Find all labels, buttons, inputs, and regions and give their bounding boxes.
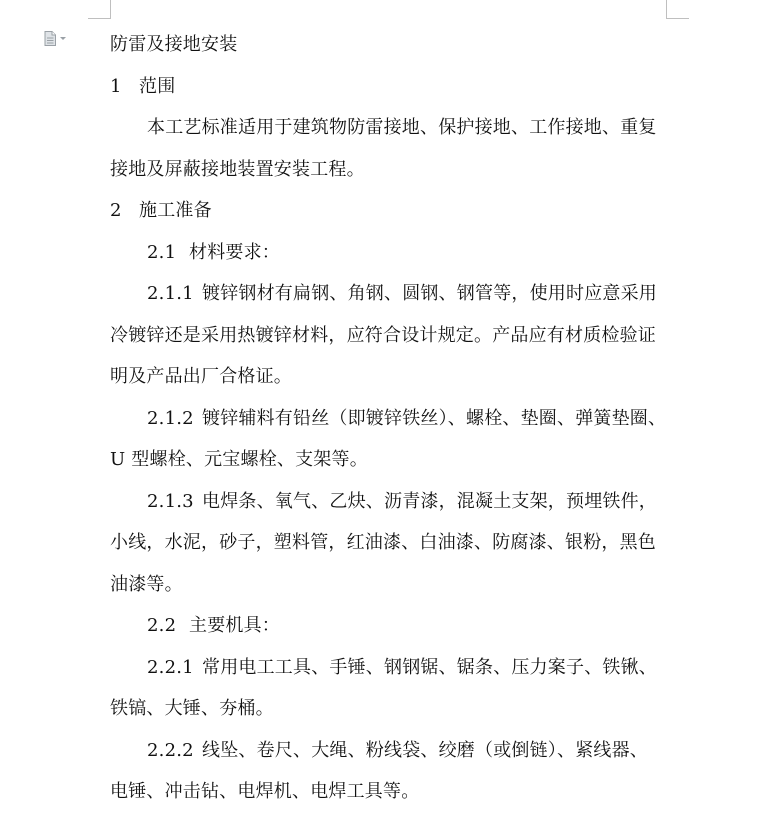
document-body — [110, 24, 666, 813]
paragraph-line: 接地及屏蔽接地装置安装工程。 — [110, 158, 365, 180]
clause-line — [110, 730, 666, 772]
crop-mark-top-right — [666, 0, 689, 19]
section-title: 范围 — [139, 75, 176, 97]
subsection-heading-tools — [110, 605, 666, 647]
clause-number: 2.1.3 — [147, 490, 194, 512]
section-heading-scope — [110, 66, 666, 108]
clause-line — [110, 398, 666, 440]
crop-mark-top-left — [88, 0, 111, 19]
clause-text: 镀锌钢材有扁钢、角钢、圆钢、钢管等，使用时应意采用 — [202, 283, 657, 304]
clause-text: 电焊条、氧气、乙炔、沥青漆，混凝土支架，预埋铁件， — [202, 490, 657, 512]
clause-line: 铁镐、大锤、夯桶。 — [110, 698, 274, 719]
clause-line: 冷镀锌还是采用热镀锌材料，应符合设计规定。产品应有材质检验证 — [110, 324, 656, 346]
clause-line — [110, 273, 666, 315]
clause-line: 电锤、冲击钻、电焊机、电焊工具等。 — [110, 781, 420, 802]
subsection-number: 2.1 — [147, 241, 177, 263]
section-title: 施工准备 — [139, 200, 212, 221]
clause-line: U 型螺栓、元宝螺栓、支架等。 — [110, 449, 368, 470]
clause-line: 明及产品出厂合格证。 — [110, 366, 292, 387]
document-title: 防雷及接地安装 — [110, 34, 238, 55]
section-number: 1 — [110, 75, 122, 97]
subsection-number: 2.2 — [147, 615, 177, 636]
section-number: 2 — [110, 200, 122, 221]
clause-number: 2.1.2 — [147, 407, 194, 429]
clause-number: 2.1.1 — [147, 283, 194, 304]
clause-number: 2.2.2 — [147, 739, 194, 761]
subsection-title: 材料要求： — [189, 241, 280, 263]
clause-number: 2.2.1 — [147, 656, 194, 678]
section-heading-preparation — [110, 190, 666, 232]
clause-line — [110, 481, 666, 523]
clause-line: 油漆等。 — [110, 573, 183, 595]
clause-text: 镀锌辅料有铅丝（即镀锌铁丝）、螺栓、垫圈、弹簧垫圈、 — [202, 407, 667, 429]
subsection-title: 主要机具： — [189, 615, 280, 636]
paragraph-line: 本工艺标准适用于建筑物防雷接地、保护接地、工作接地、重复 — [147, 117, 657, 138]
chevron-down-icon — [60, 37, 66, 40]
paragraph-options-button[interactable] — [44, 30, 70, 46]
clause-text: 线坠、卷尺、大绳、粉线袋、绞磨（或倒链）、紧线器、 — [202, 739, 648, 761]
document-icon — [44, 31, 56, 46]
clause-line: 小线，水泥，砂子，塑料管，红油漆、白油漆、防腐漆、银粉，黑色 — [110, 532, 656, 553]
clause-line — [110, 647, 666, 689]
subsection-heading-materials — [110, 232, 666, 274]
clause-text: 常用电工工具、手锤、钢钢锯、锯条、压力案子、铁锹、 — [202, 656, 657, 678]
